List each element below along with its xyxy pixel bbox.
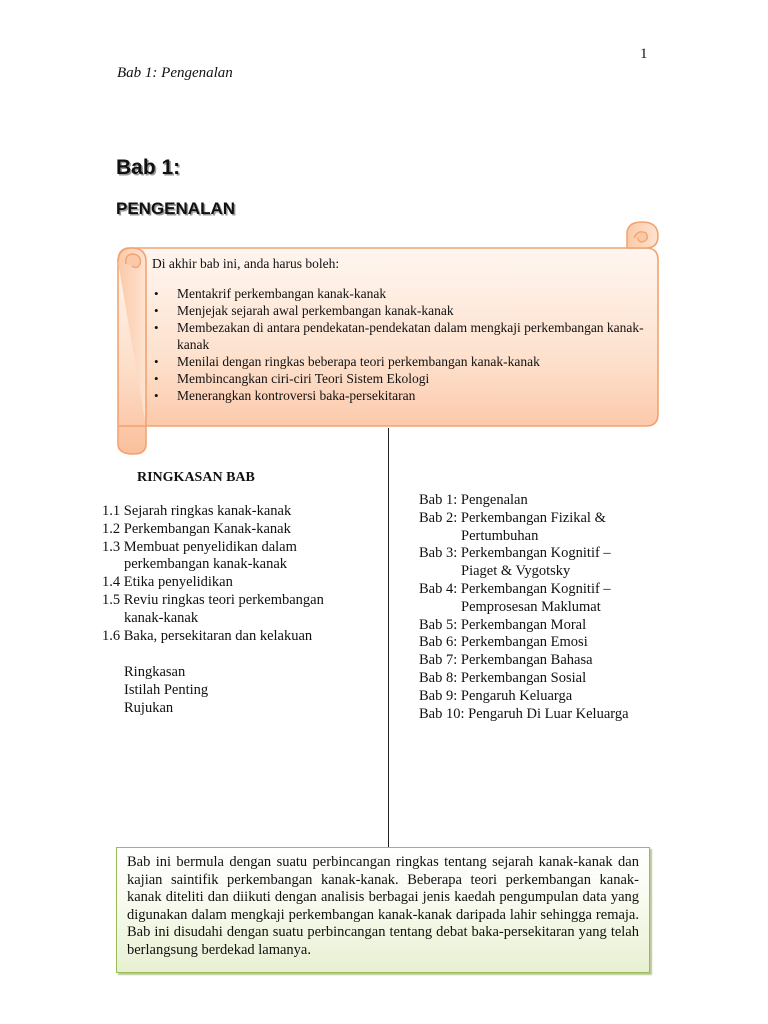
section-number: 1.5 <box>102 591 121 608</box>
chapters-list <box>419 492 749 723</box>
objective-item: • Mentakrif perkembangan kanak-kanak <box>152 285 652 302</box>
chapter-item: Bab 2: Perkembangan Fizikal & <box>419 509 606 526</box>
extras-item: Rujukan <box>124 699 174 716</box>
extras-item: Ringkasan <box>124 664 186 680</box>
section-item <box>102 539 392 575</box>
section-title: Membuat penyelidikan dalam <box>123 538 297 555</box>
chapter-item-continued: Pemprosesan Maklumat <box>461 598 601 615</box>
objective-item: • Membezakan di antara pendekatan-pendekatan dalam mengkaji perkembangan kanak-kanak <box>152 319 652 353</box>
section-item <box>102 503 392 521</box>
chapter-summary-box: Bab ini bermula dengan suatu perbincangan ringkas tentang sejarah kanak-kanak dan kajian saintifik perkembangan kanak-kanak. Beberapa teori perkembangan kanak-kanak diteliti dan diikuti dengan analisis berbagai jenis kaedah pengumpulan data yang digunakan dalam mengkaji perkembangan kanak-kanak daripada lahir sehingga remaja. Bab ini disudahi dengan suatu perbincangan tentang debat baka-persekitaran yang telah berlangsung berdekad lamanya. <box>116 847 650 973</box>
chapter-item: Bab 4: Perkembangan Kognitif – <box>419 580 611 597</box>
section-title: Perkembangan Kanak-kanak <box>123 520 291 537</box>
section-item <box>102 574 392 592</box>
section-title-continued: kanak-kanak <box>124 609 199 626</box>
section-number: 1.6 <box>102 627 121 644</box>
section-list <box>102 503 392 645</box>
chapter-item: Bab 1: Pengenalan <box>419 492 528 508</box>
chapter-item: Bab 8: Perkembangan Sosial <box>419 669 587 686</box>
section-title-continued: perkembangan kanak-kanak <box>124 556 288 573</box>
chapter-label: Bab 1: <box>116 156 181 179</box>
objective-item: • Menerangkan kontroversi baka-persekitaran <box>152 387 652 404</box>
section-number: 1.1 <box>102 503 121 519</box>
chapter-item: Bab 10: Pengaruh Di Luar Keluarga <box>419 705 629 722</box>
extras-item: Istilah Penting <box>124 681 209 698</box>
page-number: 1 <box>640 46 648 62</box>
section-number: 1.4 <box>102 574 121 591</box>
objective-item: • Menilai dengan ringkas beberapa teori perkembangan kanak-kanak <box>152 353 652 370</box>
chapter-item: Bab 9: Pengaruh Keluarga <box>419 687 573 704</box>
objective-item: • Menjejak sejarah awal perkembangan kanak-kanak <box>152 302 652 319</box>
section-title: Etika penyelidikan <box>123 574 233 591</box>
section-title: Reviu ringkas teori perkembangan <box>123 591 324 608</box>
section-title: Sejarah ringkas kanak-kanak <box>123 503 292 519</box>
chapter-item: Bab 7: Perkembangan Bahasa <box>419 652 593 669</box>
chapter-item: Bab 5: Perkembangan Moral <box>419 616 587 633</box>
ringkasan-heading: RINGKASAN BAB <box>137 470 255 485</box>
running-header: Bab 1: Pengenalan <box>117 65 233 81</box>
section-number: 1.2 <box>102 520 121 537</box>
objectives-intro: Di akhir bab ini, anda harus boleh: <box>152 256 340 271</box>
chapter-item: Bab 3: Perkembangan Kognitif – <box>419 545 611 562</box>
section-title: Baka, persekitaran dan kelakuan <box>123 627 313 644</box>
extras-list <box>124 664 208 717</box>
chapter-item-continued: Pertumbuhan <box>461 527 539 544</box>
section-item <box>102 521 392 539</box>
chapter-title: PENGENALAN <box>116 199 236 218</box>
learning-objectives <box>152 255 652 404</box>
objectives-list <box>152 285 652 404</box>
chapter-item: Bab 6: Perkembangan Emosi <box>419 634 588 651</box>
section-number: 1.3 <box>102 538 121 555</box>
chapter-item-continued: Piaget & Vygotsky <box>461 563 571 580</box>
objective-item: • Membincangkan ciri-ciri Teori Sistem Ekologi <box>152 370 652 387</box>
section-item <box>102 592 392 628</box>
section-item <box>102 628 392 646</box>
